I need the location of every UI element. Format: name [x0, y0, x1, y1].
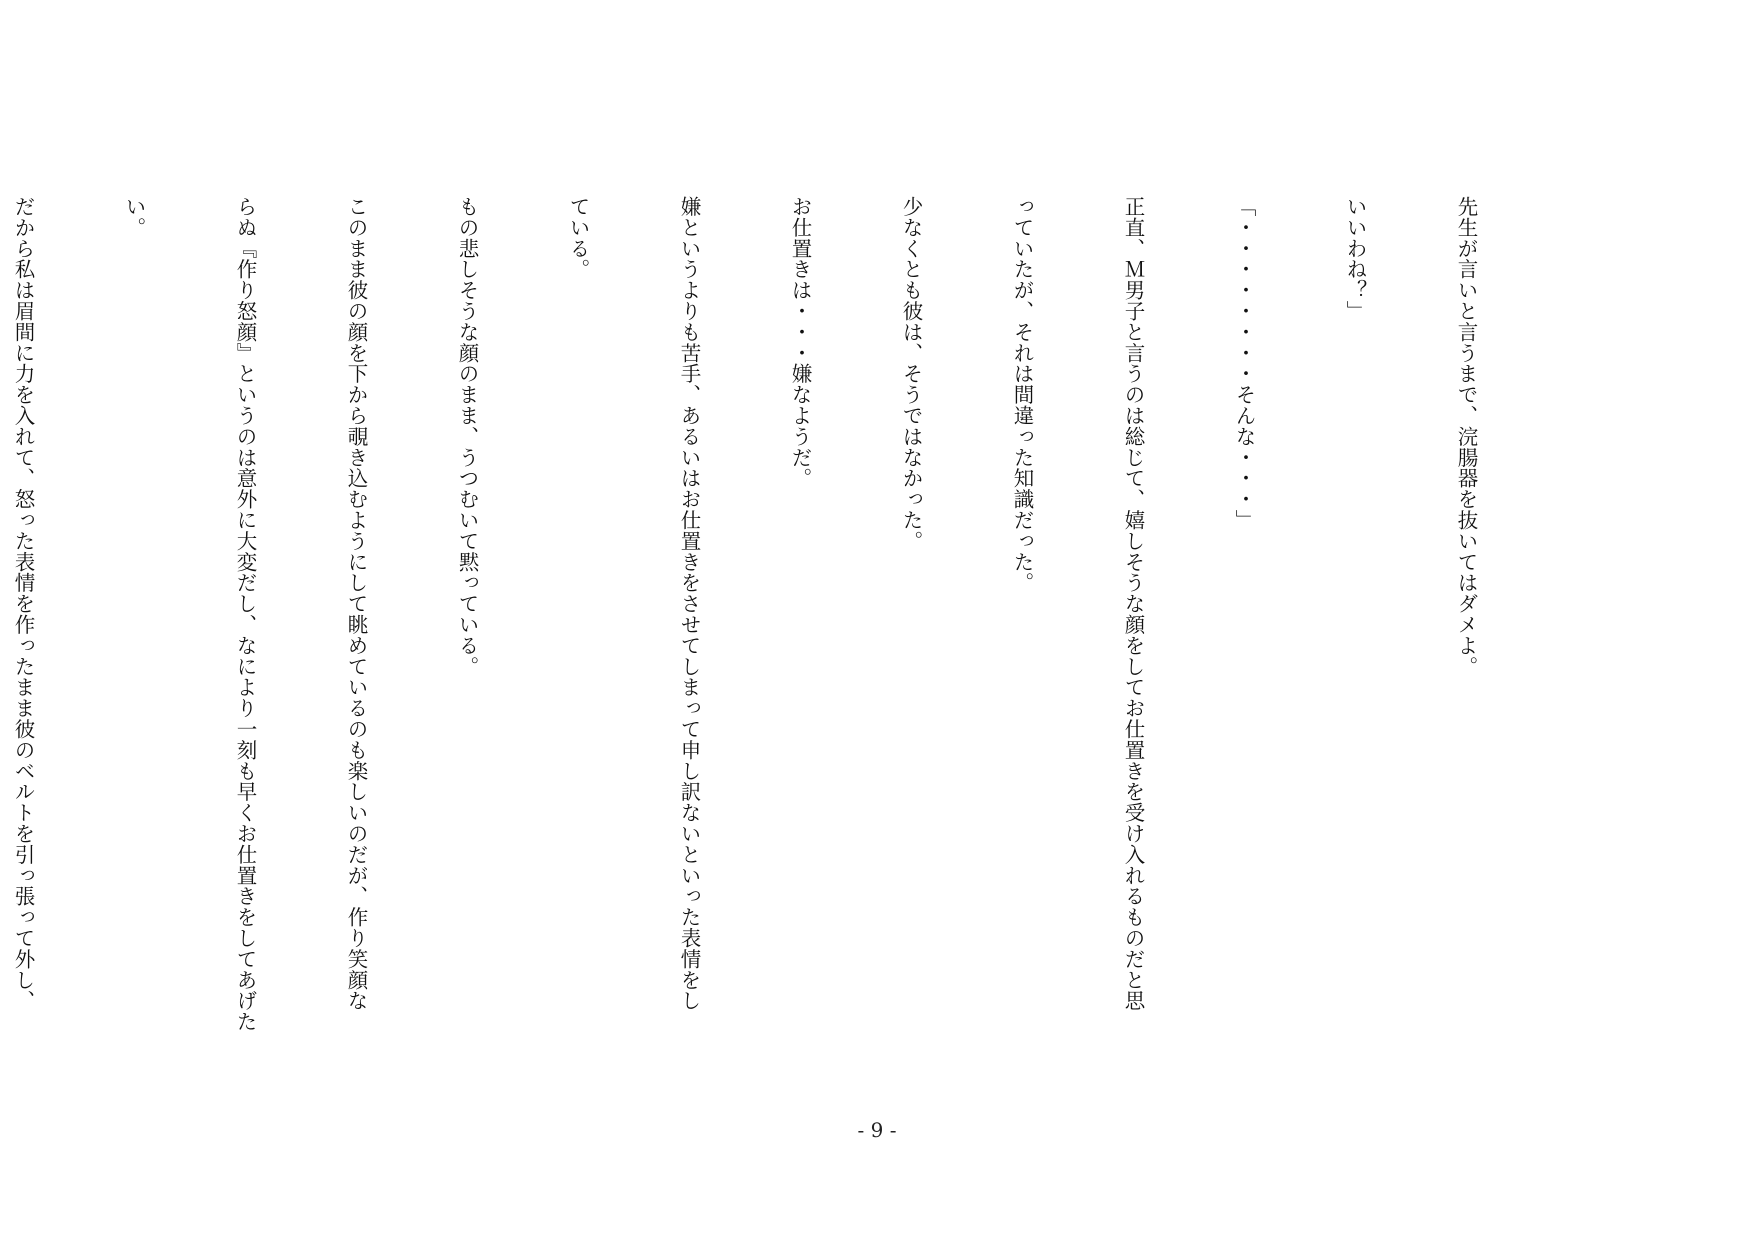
vertical-body-text: [0, 196, 1558, 1096]
text-line: 正直、Ｍ男子と言うのは総じて、嬉しそうな顔をしてお仕置きを受け入れるものだと思: [1121, 196, 1145, 1012]
text-line: お仕置きは・・・嫌なようだ。: [788, 196, 812, 489]
text-line: だから私は眉間に力を入れて、怒った表情を作ったまま彼のベルトを引っ張って外し、: [11, 196, 35, 1012]
text-line: 先生が言いと言うまで、浣腸器を抜いてはダメよ。: [1454, 196, 1478, 677]
text-line: 少なくとも彼は、そうではなかった。: [899, 196, 923, 552]
text-line: いいわね？」: [1343, 196, 1367, 322]
text-line: もの悲しそうな顔のまま、うつむいて黙っている。: [455, 196, 479, 677]
page-number: - 9 -: [857, 1118, 897, 1142]
text-line: 嫌というよりも苦手、あるいはお仕置きをさせてしまって申し訳ないといった表情をし: [677, 196, 701, 1012]
text-line: い。: [122, 196, 146, 238]
text-line: このまま彼の顔を下から覗き込むようにして眺めているのも楽しいのだが、作り笑顔な: [344, 196, 368, 1012]
text-line: らぬ『作り怒顔』というのは意外に大変だし、なにより一刻も早くお仕置きをしてあげた: [233, 196, 257, 1032]
text-line: 「・・・・・・・・そんな・・・」: [1232, 196, 1256, 531]
text-line: ている。: [566, 196, 590, 280]
text-line: っていたが、それは間違った知識だった。: [1010, 196, 1034, 594]
